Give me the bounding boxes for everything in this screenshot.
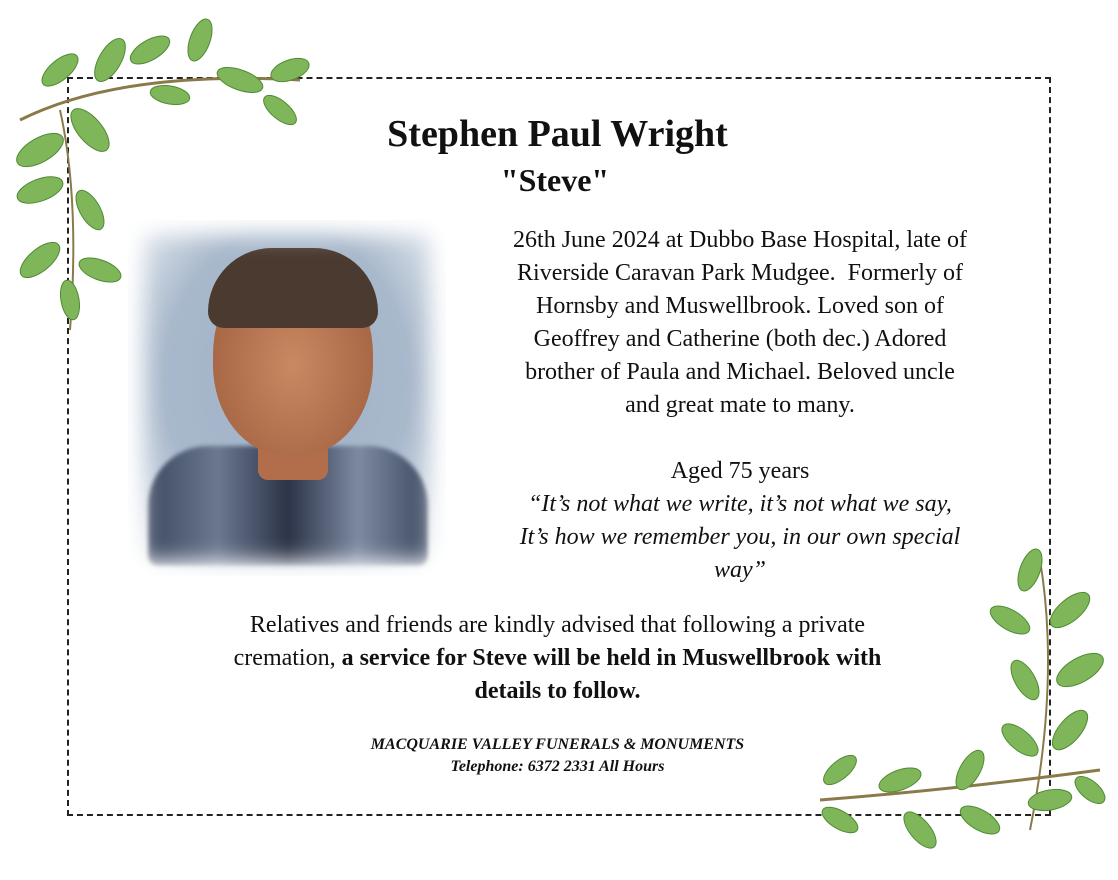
body-line: Riverside Caravan Park Mudgee. Formerly of (517, 260, 963, 286)
body-line: brother of Paula and Michael. Beloved uncle (525, 359, 955, 385)
quote-line: way” (713, 557, 766, 583)
service-details: a service for Steve will be held in Muswellbrook with details to follow. (341, 645, 882, 704)
portrait-photo (128, 220, 446, 576)
notice-body (465, 224, 1015, 422)
funeral-home-name: MACQUARIE VALLEY FUNERALS & MONUMENTS (370, 736, 745, 753)
quote-line: “It’s not what we write, it’s not what we say, (528, 491, 952, 517)
service-notice (215, 609, 900, 708)
age: Aged 75 years (670, 458, 810, 484)
funeral-home-telephone: Telephone: 6372 2331 All Hours (450, 758, 665, 775)
memorial-quote (465, 488, 1015, 587)
body-line: and great mate to many. (625, 392, 855, 418)
quote-line: It’s how we remember you, in our own special (519, 524, 961, 550)
body-line: Hornsby and Muswellbrook. Loved son of (536, 293, 944, 319)
body-line: 26th June 2024 at Dubbo Base Hospital, late of (513, 227, 967, 253)
nickname: "Steve" (500, 162, 610, 198)
body-line: Geoffrey and Catherine (both dec.) Adored (533, 326, 947, 352)
service-text: Relatives and friends are kindly advised that following a private cremation, (233, 612, 866, 671)
deceased-name: Stephen Paul Wright (387, 113, 728, 155)
